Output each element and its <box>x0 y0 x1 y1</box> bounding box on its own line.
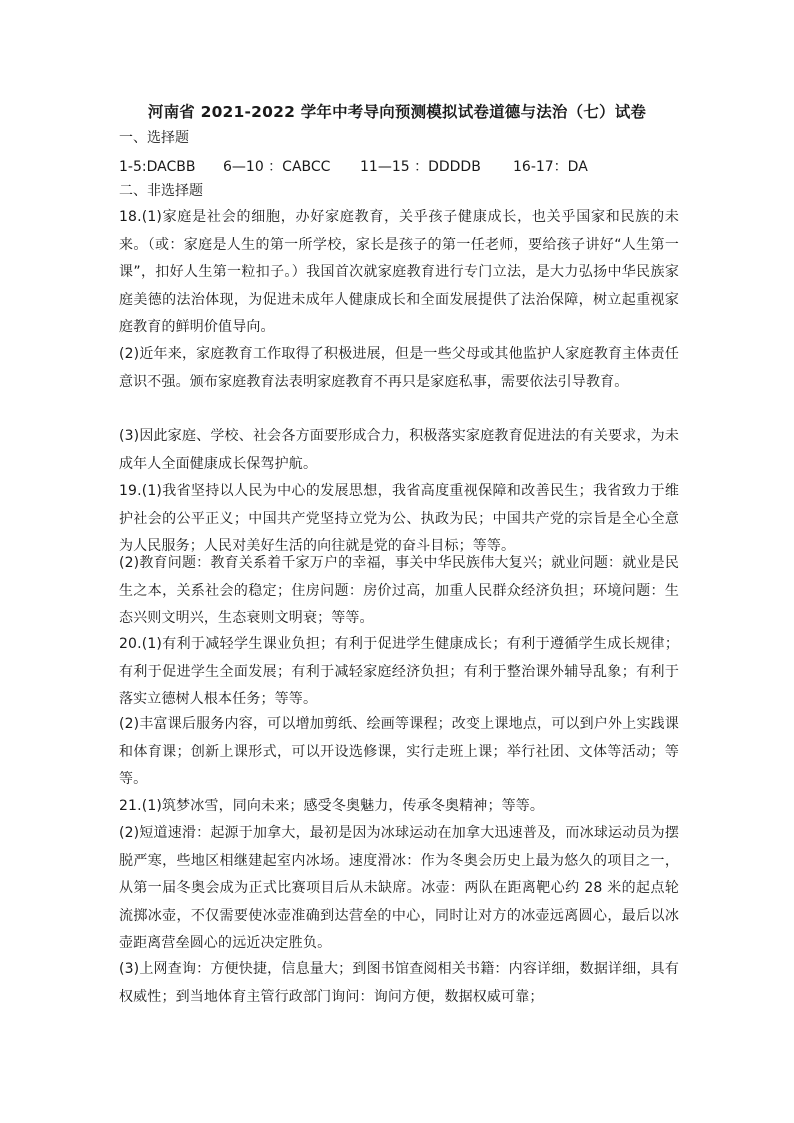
answer-paragraph-19-1: 19.(1)我省坚持以人民为中心的发展思想，我省高度重视保障和改善民生；我省致力于维护社会的公平正义；中国共产党坚持立党为公、执政为民；中国共产党的宗旨是全心全意为人民服务；人民对美好生活的向往就是党的奋斗目标；等等。 <box>119 483 679 554</box>
answer-paragraph-20-2: (2)丰富课后服务内容，可以增加剪纸、绘画等课程；改变上课地点，可以到户外上实践课和体育课；创新上课形式，可以开设选修课，实行走班上课；举行社团、文体等活动；等等。 <box>119 716 679 787</box>
section-heading-nonchoice: 二、非选择题 <box>119 183 203 199</box>
answer-paragraph-18-3: (3)因此家庭、学校、社会各方面要形成合力，积极落实家庭教育促进法的有关要求，为未成年人全面健康成长保驾护航。 <box>119 428 679 472</box>
answer-paragraph-21-3: (3)上网查询：方便快捷，信息量大；到图书馆查阅相关书籍：内容详细，数据详细，具有权威性；到当地体育主管行政部门询问：询问方便，数据权威可靠； <box>119 961 679 1005</box>
answer-group-6-10: 6—10 ：CABCC <box>223 159 331 175</box>
answer-group-16-17: 16-17：DA <box>513 159 588 175</box>
document-title: 河南省 2021-2022 学年中考导向预测模拟试卷道德与法治（七）试卷 <box>147 103 647 121</box>
answer-paragraph-19-2: (2)教育问题：教育关系着千家万户的幸福，事关中华民族伟大复兴；就业问题：就业是民生之本，关系社会的稳定；住房问题：房价过高，加重人民群众经济负担；环境问题：生态兴则文明兴，生态衰则文明衰；等等。 <box>119 555 679 626</box>
answer-paragraph-18-2: (2)近年来，家庭教育工作取得了积极进展，但是一些父母或其他监护人家庭教育主体责任意识不强。颁布家庭教育法表明家庭教育不再只是家庭私事，需要依法引导教育。 <box>119 346 679 390</box>
answer-group-11-15: 11—15 ：DDDDB <box>360 159 481 175</box>
answer-paragraph-18-1: 18.(1)家庭是社会的细胞，办好家庭教育，关乎孩子健康成长，也关乎国家和民族的未来。（或：家庭是人生的第一所学校，家长是孩子的第一任老师，要给孩子讲好“人生第一课”，扣好人生第一粒扣子。）我国首次就家庭教育进行专门立法，是大力弘扬中华民族家庭美德的法治体现，为促进未成年人健康成长和全面发展提供了法治保障，树立起重视家庭教育的鲜明价值导向。 <box>119 209 679 335</box>
answer-group-1-5: 1-5:DACBB <box>119 159 196 175</box>
answer-paragraph-21-1: 21.(1)筑梦冰雪，同向未来；感受冬奥魅力，传承冬奥精神；等等。 <box>119 798 545 814</box>
section-heading-choice: 一、选择题 <box>119 130 189 146</box>
answer-paragraph-20-1: 20.(1)有利于减轻学生课业负担；有利于促进学生健康成长；有利于遵循学生成长规律；有利于促进学生全面发展；有利于减轻家庭经济负担；有利于整治课外辅导乱象；有利于落实立德树人根本任务；等等。 <box>119 636 679 707</box>
answer-paragraph-21-2: (2)短道速滑：起源于加拿大，最初是因为冰球运动在加拿大迅速普及，而冰球运动员为摆脱严寒，些地区相继建起室内冰场。速度滑冰：作为冬奥会历史上最为悠久的项目之一，从第一届冬奥会成为正式比赛项目后从未缺席。冰壶：两队在距离靶心约 28 米的起点轮流掷冰壶，不仅需要使冰壶准确到达营垒的中心，同时让对方的冰壶远离圆心，最后以冰壶距离营垒圆心的远近决定胜负。 <box>119 825 679 951</box>
